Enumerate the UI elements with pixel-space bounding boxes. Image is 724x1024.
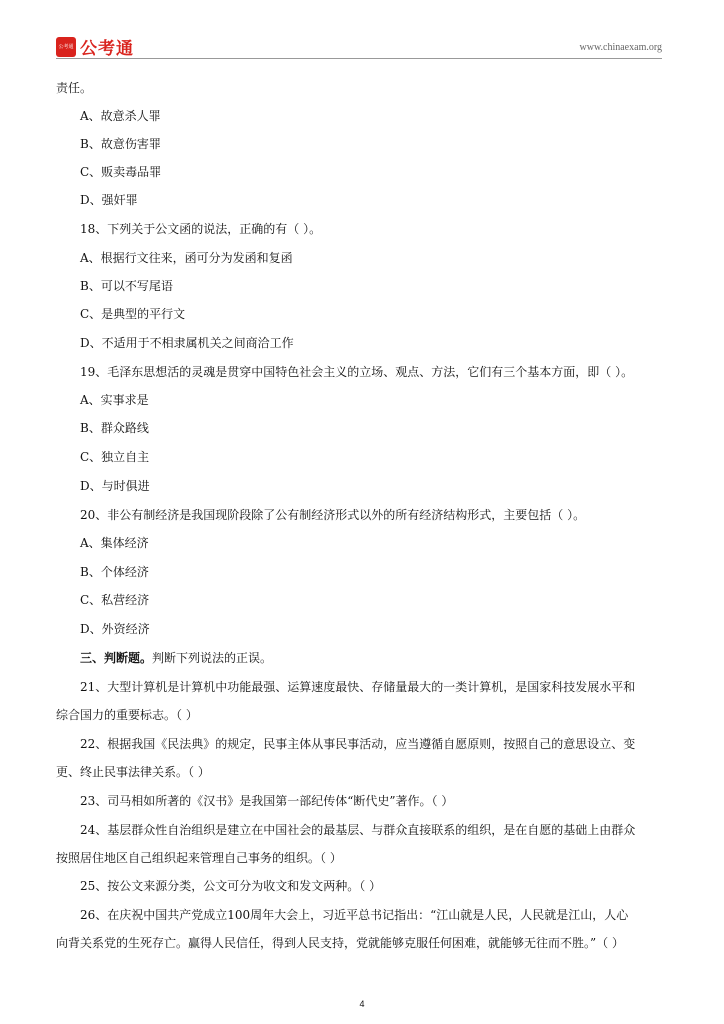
- q25-text: 25、按公文来源分类，公文可分为收文和发文两种。（ ）: [80, 879, 382, 893]
- q20-option-d: D、外资经济: [80, 622, 150, 636]
- q17-option-a: A、故意杀人罪: [80, 109, 161, 123]
- q18-option-d: D、不适用于不相隶属机关之间商洽工作: [80, 336, 294, 350]
- q24-line-2: 按照居住地区自己组织起来管理自己事务的组织。（ ）: [56, 851, 342, 865]
- q19-question: 19、毛泽东思想活的灵魂是贯穿中国特色社会主义的立场、观点、方法，它们有三个基本方面，即（ ）。: [80, 365, 634, 379]
- q18-option-a: A、根据行文往来，函可分为发函和复函: [80, 251, 293, 265]
- q18-question: 18、下列关于公文函的说法，正确的有（ ）。: [80, 222, 322, 236]
- q21-line-2: 综合国力的重要标志。（ ）: [56, 708, 198, 722]
- section-3-instruction: 判断下列说法的正误。: [152, 651, 273, 665]
- intro-text: 责任。: [56, 81, 93, 95]
- logo-text: 公考通: [80, 39, 134, 59]
- page-number: 4: [359, 999, 365, 1009]
- q22-line-1: 22、根据我国《民法典》的规定，民事主体从事民事活动，应当遵循自愿原则，按照自己的意思设立、变: [80, 737, 636, 751]
- q21-line-1: 21、大型计算机是计算机中功能最强、运算速度最快、存储量最大的一类计算机，是国家科技发展水平和: [80, 680, 636, 694]
- q20-option-a: A、集体经济: [80, 536, 149, 550]
- q17-option-d: D、强奸罪: [80, 193, 138, 207]
- logo: [56, 34, 134, 59]
- q18-option-b: B、可以不写尾语: [80, 279, 173, 293]
- site-url: www.chinaexam.org: [579, 42, 662, 53]
- q26-line-2: 向背关系党的生死存亡。赢得人民信任，得到人民支持，党就能够克服任何困难，就能够无往而不胜。”（ ）: [56, 936, 624, 950]
- section-3-heading: [80, 651, 272, 665]
- q23-text: 23、司马相如所著的《汉书》是我国第一部纪传体“断代史”著作。（ ）: [80, 794, 454, 808]
- q20-question: 20、非公有制经济是我国现阶段除了公有制经济形式以外的所有经济结构形式，主要包括（ ）。: [80, 508, 586, 522]
- q20-option-c: C、私营经济: [80, 593, 150, 607]
- q17-option-b: B、故意伤害罪: [80, 137, 161, 151]
- page-header: [56, 34, 662, 59]
- q19-option-b: B、群众路线: [80, 421, 149, 435]
- logo-badge-icon: 公考通: [56, 37, 76, 57]
- q18-option-c: C、是典型的平行文: [80, 307, 186, 321]
- q20-option-b: B、个体经济: [80, 565, 149, 579]
- q19-option-a: A、实事求是: [80, 393, 149, 407]
- q19-option-d: D、与时俱进: [80, 479, 150, 493]
- q22-line-2: 更、终止民事法律关系。（ ）: [56, 765, 210, 779]
- section-3-title: 三、判断题。: [80, 651, 153, 665]
- q19-option-c: C、独立自主: [80, 450, 150, 464]
- q17-option-c: C、贩卖毒品罪: [80, 165, 162, 179]
- q26-line-1: 26、在庆祝中国共产党成立100周年大会上，习近平总书记指出：“江山就是人民，人民就是江山，人心: [80, 908, 629, 922]
- q24-line-1: 24、基层群众性自治组织是建立在中国社会的最基层、与群众直接联系的组织，是在自愿的基础上由群众: [80, 823, 636, 837]
